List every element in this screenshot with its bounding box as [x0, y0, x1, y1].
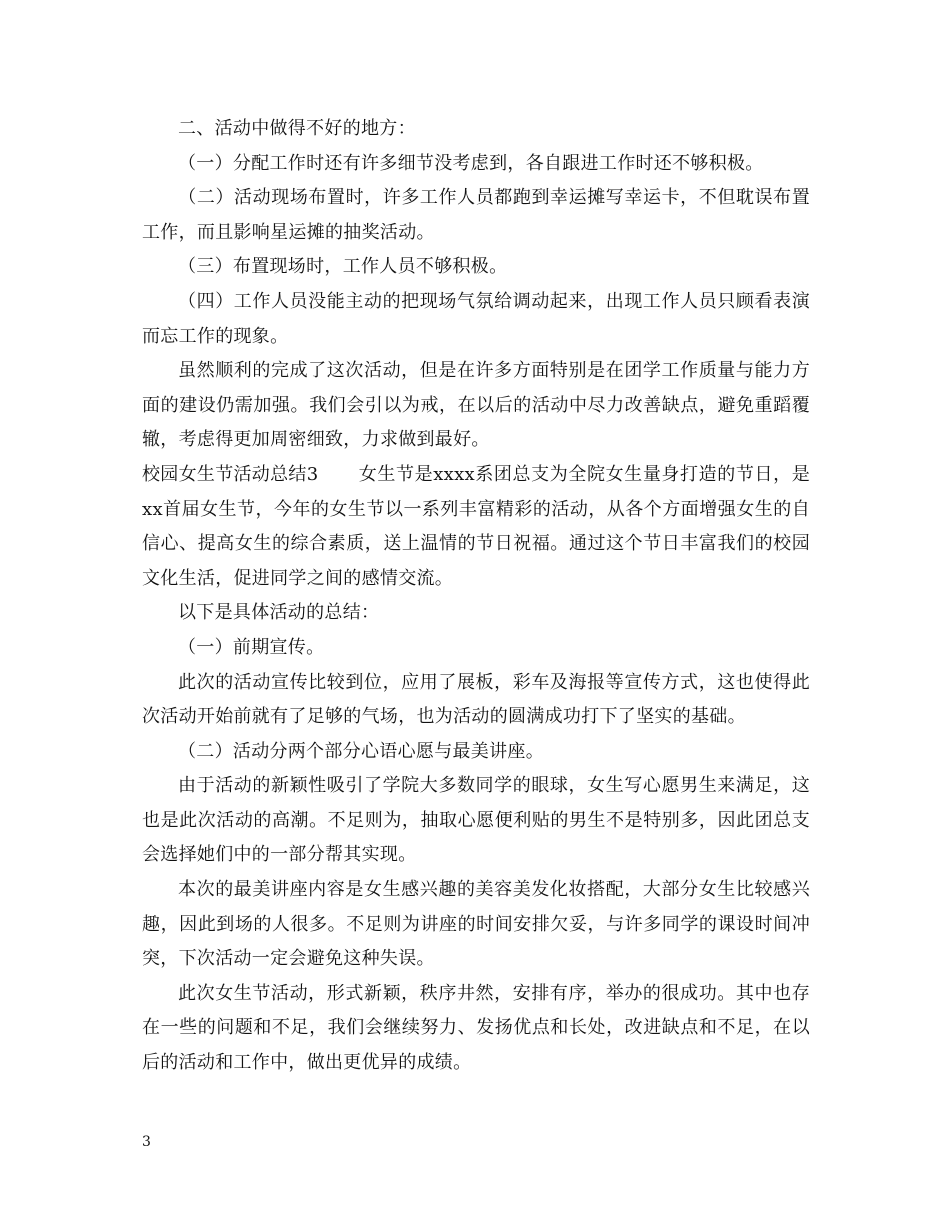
- paragraph-shortcoming-2-text: （二）活动现场布置时，许多工作人员都跑到幸运摊写幸运卡，不但耽误布置工作，而且影响星运摊的抽奖活动。: [142, 187, 810, 243]
- summary-3-heading: 校园女生节活动总结3: [142, 463, 319, 485]
- paragraph-specific-summary: 以下是具体活动的总结：: [178, 602, 380, 624]
- section-heading-shortcomings: 二、活动中做得不好的地方：: [178, 118, 416, 139]
- paragraph-lecture-detail: 本次的最美讲座内容是女生感兴趣的美容美发化妆搭配，大部分女生比较感兴趣，因此到场的人很多。不足则为讲座的时间安排欠妥，与许多同学的课设时间冲突，下次活动一定会避免这种失误。: [142, 879, 810, 970]
- paragraph-wishes-detail: 由于活动的新颖性吸引了学院大多数同学的眼球，女生写心愿男生来满足，这也是此次活动的高潮。不足则为，抽取心愿便利贴的男生不是特别多，因此团总支会选择她们中的一部分帮其实现。: [142, 775, 810, 866]
- paragraph-shortcoming-4: （四）工作人员没能主动的把现场气氛给调动起来，出现工作人员只顾看表演而忘工作的现象。: [142, 290, 810, 347]
- page-number: 3: [142, 1134, 151, 1150]
- paragraph-shortcoming-1: （一）分配工作时还有许多细节没考虑到，各自跟进工作时还不够积极。: [178, 152, 764, 174]
- paragraph-conclusion: 虽然顺利的完成了这次活动，但是在许多方面特别是在团学工作质量与能力方面的建设仍需加强。我们会引以为戒，在以后的活动中尽力改善缺点，避免重蹈覆辙，考虑得更加周密细致，力求做到最好。: [142, 360, 810, 451]
- summary-3-intro-text: 女生节是xxxx系团总支为全院女生量身打造的节日，是xx首届女生节，今年的女生节以一系列丰富精彩的活动，从各个方面增强女生的自信心、提高女生的综合素质，送上温情的节日祝福。通过这个节日丰富我们的校园文化生活，促进同学之间的感情交流。: [142, 463, 810, 589]
- document-body: [142, 112, 810, 1081]
- paragraph-shortcoming-2: [142, 181, 810, 250]
- paragraph-item-publicity: （一）前期宣传。: [178, 636, 325, 658]
- paragraph-shortcoming-3: （三）布置现场时，工作人员不够积极。: [178, 256, 508, 278]
- paragraph-final-summary: 此次女生节活动，形式新颖，秩序井然，安排有序，举办的很成功。其中也存在一些的问题和不足，我们会继续努力、发扬优点和长处，改进缺点和不足，在以后的活动和工作中，做出更优异的成绩。: [142, 982, 810, 1074]
- paragraph-item-two-parts: （二）活动分两个部分心语心愿与最美讲座。: [178, 740, 544, 762]
- paragraph-summary-3-intro: [142, 458, 810, 596]
- paragraph-publicity-detail: 此次的活动宣传比较到位，应用了展板，彩车及海报等宣传方式，这也使得此次活动开始前就有了足够的气场，也为活动的圆满成功打下了坚实的基础。: [142, 671, 810, 728]
